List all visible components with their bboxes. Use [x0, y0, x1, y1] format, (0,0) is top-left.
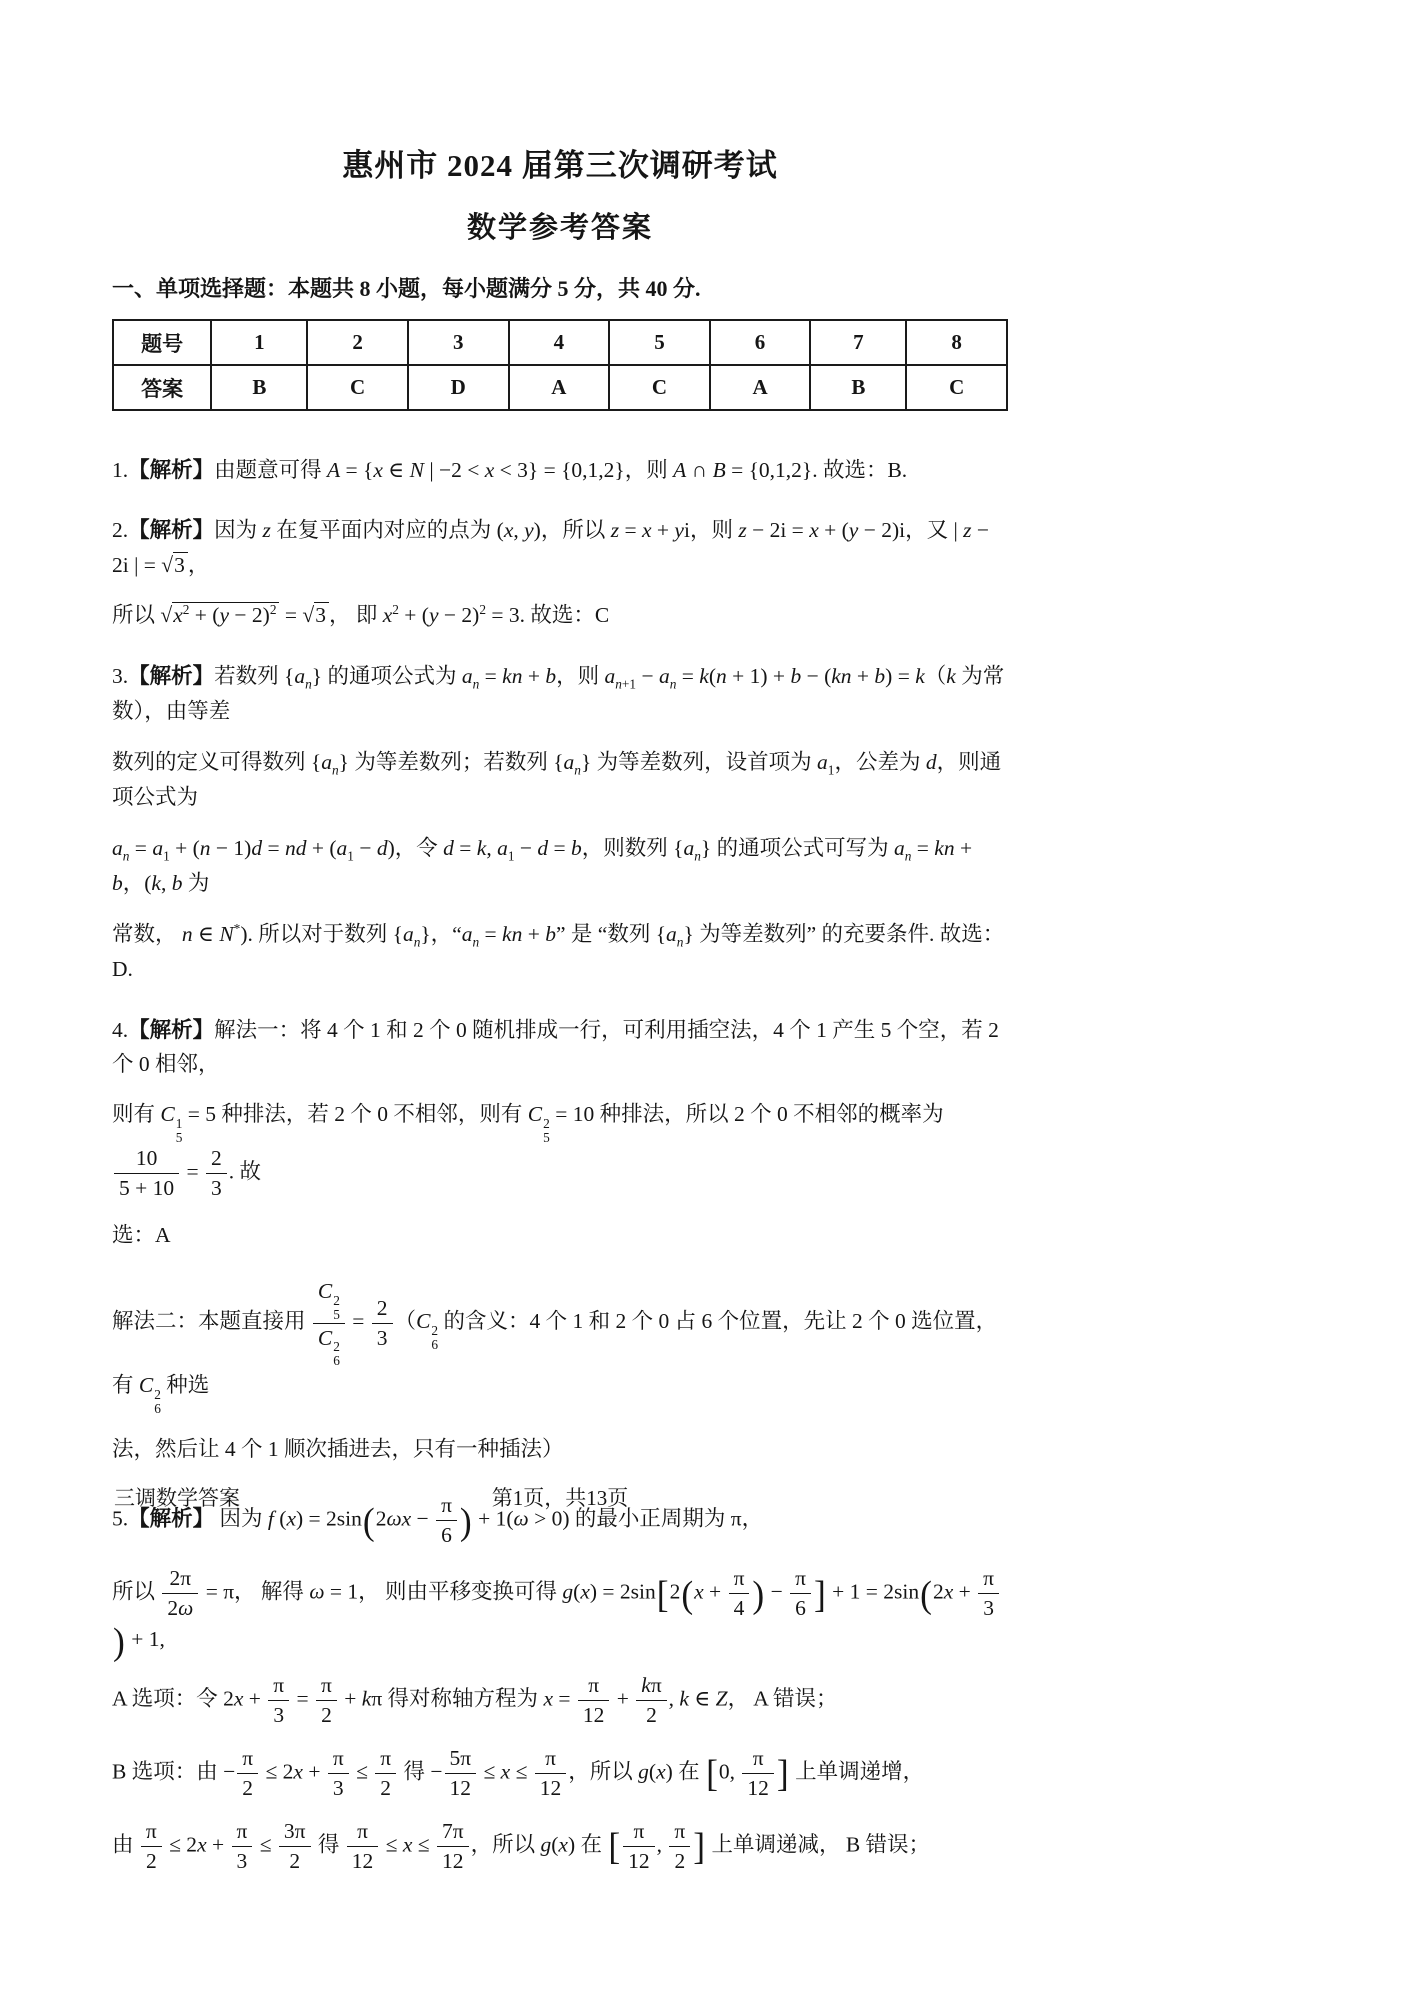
row-label: 题号	[113, 320, 211, 365]
table-cell: 8	[906, 320, 1007, 365]
solution-line: A 选项：令 2x + $\frac{\pi}{3}$ = $\frac{\pi}{2}$ + kπ 得对称轴方程为 x = $\frac{\pi}{12}$ + $\frac{k\pi}{2}$ , k ∈ Z， A 错误；	[112, 1673, 838, 1728]
solution-line: 则有 C 1 5 = 5 种排法，若 2 个 0 不相邻，则有 C 2 5 = 10 种排法，所以 2 个 0 不相邻的概率为 $\frac{10}{5 + 10}$ = $\frac{2}{3}$ . 故	[112, 1102, 944, 1200]
solution-4	[112, 1013, 1008, 1253]
solution-1	[112, 453, 1008, 487]
question-number-row	[113, 320, 1007, 365]
solution-line: 由 $\frac{\pi}{2}$ ≤ 2x + $\frac{\pi}{3}$ ≤ $\frac{3\pi}{2}$ 得 $\frac{\pi}{12}$ ≤ x ≤ $\frac{7\pi}{12}$ ，所以 g(x) 在 [ $\frac{\pi}{12}$ , $\frac{\pi}{2}$ ] 上单调递减， B 错误；	[112, 1818, 931, 1873]
solution-line: 所以 $√x^2 + (y - 2)^2 = √3$ ， 即 $x^2 + (y - 2)^2 = 3$. 故选：C	[112, 602, 610, 628]
solutions	[112, 453, 1008, 1875]
solution-line: 法，然后让 4 个 1 顺次插进去，只有一种插法）	[112, 1436, 564, 1461]
solution-line: 所以 $\frac{2\pi}{2\omega}$ = π， 解得 ω = 1， 则由平移变换可得 g(x) = 2sin[2(x + $\frac{\pi}{4}$ ) − $\frac{\pi}{6}$ ] + 1 = 2sin(2x + $\frac{\pi}{3}$ ) + 1,	[112, 1565, 1008, 1656]
solution-5	[112, 1492, 1008, 1874]
footer-left: 三调数学答案	[114, 1486, 240, 1510]
footer-page-number: 第1页，共13页	[491, 1486, 629, 1510]
table-cell: 5	[609, 320, 710, 365]
table-cell: 2	[307, 320, 408, 365]
solution-line: 2.【解析】因为 z 在复平面内对应的点为 (x, y)，所以 z = x + yi，则 z − 2i = x + (y − 2)i，又 | z − 2i | = √3 ，	[112, 518, 990, 577]
solution-line: 1.【解析】由题意可得 A = {x ∈ N | −2 < x < 3} = {0,1,2}，则 A ∩ B = {0,1,2}. 故选：B.	[112, 458, 908, 482]
solution-line: 常数， n ∈ N*). 所以对于数列 $\{a_n\}$，“$a_n$ = kn + b” 是 “数列 $\{a_n\}$ 为等差数列” 的充要条件. 故选：D.	[112, 920, 1005, 982]
answer-key-title: 数学参考答案	[466, 212, 653, 244]
exam-title: 惠州市 2024 届第三次调研考试	[342, 148, 778, 183]
table-cell: B	[810, 365, 906, 410]
table-cell: 6	[710, 320, 811, 365]
table-cell: 4	[509, 320, 610, 365]
solution-line: 4.【解析】解法一：将 4 个 1 和 2 个 0 随机排成一行，可利用插空法，4 个 1 产生 5 个空，若 2 个 0 相邻，	[112, 1017, 999, 1076]
answer-table	[112, 319, 1008, 411]
document-page	[112, 140, 1008, 1901]
table-cell: 7	[810, 320, 906, 365]
answer-row	[113, 365, 1007, 410]
table-cell: C	[609, 365, 710, 410]
solution-line: B 选项：由 − $\frac{\pi}{2}$ ≤ 2x + $\frac{\pi}{3}$ ≤ $\frac{\pi}{2}$ 得 − $\frac{5\pi}{12}$ ≤ x ≤ $\frac{\pi}{12}$ ，所以 g(x) 在 [0, $\frac{\pi}{12}$ ] 上单调递增，	[112, 1746, 925, 1800]
table-cell: 3	[408, 320, 509, 365]
solution-2	[112, 513, 1008, 632]
solution-line: 解法二：本题直接用 C 2 5 C 2 6 = $\frac{2}{3}$ （C 2 6 的含义：4 个 1 和 2 个 0 占 6 个位置，先让 2 个 0 选位置，有 C 2 6 种选	[112, 1279, 998, 1416]
section-header: 一、单项选择题：本题共 8 小题，每小题满分 5 分，共 40 分.	[112, 276, 701, 301]
table-cell: A	[710, 365, 811, 410]
solution-4b	[112, 1278, 1008, 1466]
table-cell: B	[211, 365, 307, 410]
solution-line: 3.【解析】若数列 $\{a_n\}$ 的通项公式为 $a_n$ = kn + b，则 $a_{n+1} - a_n = k(n + 1) + b - (kn + b) = k(k$ 为常数），由等差	[112, 663, 1005, 724]
solution-line: 选：A	[112, 1222, 171, 1247]
table-cell: A	[509, 365, 610, 410]
table-cell: 1	[211, 320, 307, 365]
solution-3	[112, 659, 1008, 987]
row-label: 答案	[113, 365, 211, 410]
solution-line: 5.【解析】 因为 f (x) = 2sin(2ωx − $\frac{\pi}{6}$ ) + 1(ω > 0) 的最小正周期为 π，	[112, 1493, 764, 1548]
table-cell: C	[906, 365, 1007, 410]
table-cell: D	[408, 365, 509, 410]
table-cell: C	[307, 365, 408, 410]
solution-line: 数列的定义可得数列 $\{a_n\}$ 为等差数列；若数列 $\{a_n\}$ 为等差数列，设首项为 $a_1$，公差为 d，则通项公式为	[112, 749, 1002, 810]
solution-line: $a_n = a_1 + (n - 1)d$ = nd + $(a_1 - d)$，令 d = k, $a_1 - d = b$，则数列 $\{a_n\}$ 的通项公式可写为 $a_n$ = kn + b，(k, b 为	[112, 835, 973, 896]
